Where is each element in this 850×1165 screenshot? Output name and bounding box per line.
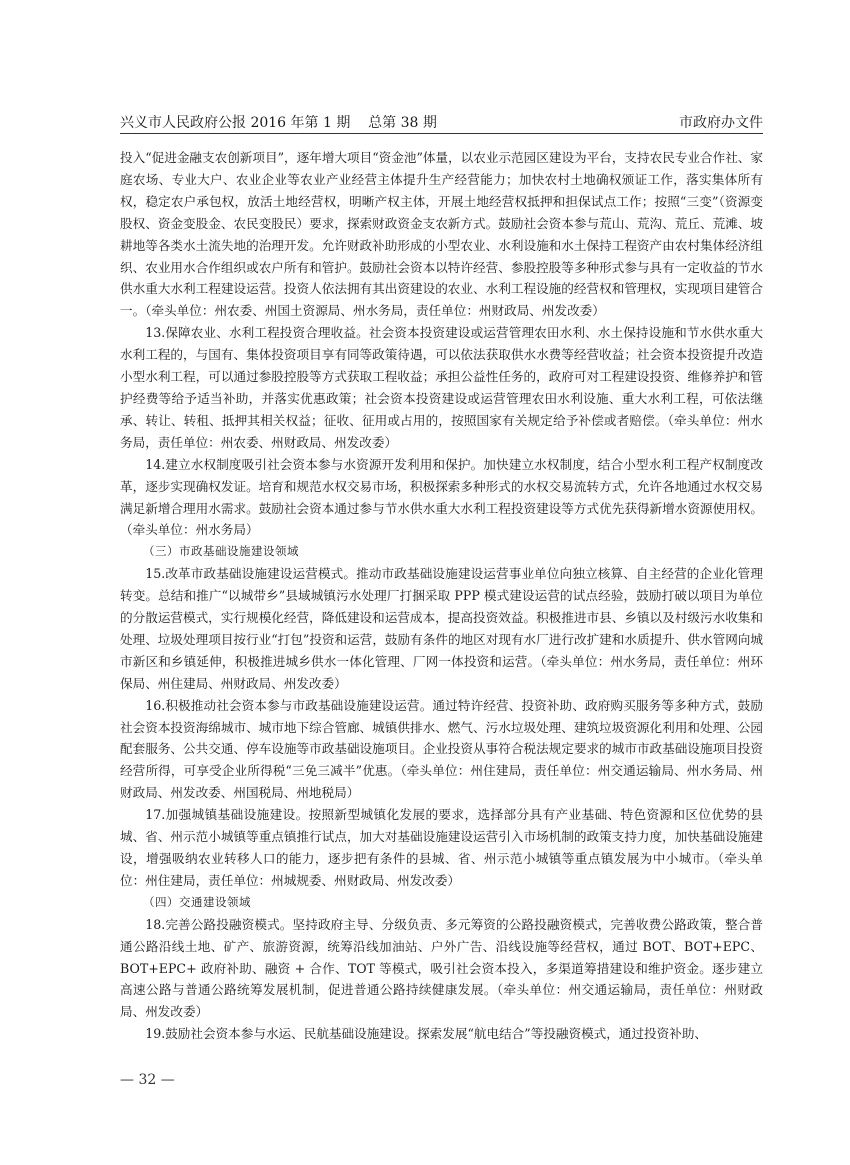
paragraph-item-17: 17.加强城镇基础设施建设。按照新型城镇化发展的要求，选择部分具有产业基础、特色资源和区位优势的县城、省、州示范小城镇等重点镇推行试点，加大对基础设施建设运营引入市场机制的政策支持力度，加快基础设施建设，增强吸纳农业转移人口的能力，逐步把有条件的县城、省、州示范小城镇等重点镇发展为中小城市。（牵头单位：州住建局，责任单位：州城规委、州财政局、州发改委）	[120, 807, 763, 888]
paragraph-item-16: 16.积极推动社会资本参与市政基础设施建设运营。通过特许经营、投资补助、政府购买服务等多种方式，鼓励社会资本投资海绵城市、城市地下综合管廊、城镇供排水、燃气、污水垃圾处理、建筑垃圾资源化利用和处理、公园配套服务、公共交通、停车设施等市政基础设施项目。企业投资从事符合税法规定要求的城市市政基础设施项目投资经营所得，可享受企业所得税“三免三减半”优惠。（牵头单位：州住建局，责任单位：州交通运输局、州水务局、州财政局、州发改委、州国税局、州地税局）	[120, 697, 763, 801]
paragraph-continuation: 投入“促进金融支农创新项目”，逐年增大项目“资金池”体量，以农业示范园区建设为平台，支持农民专业合作社、家庭农场、专业大户、农业企业等农业产业经营主体提升生产经营能力；加快农村土地确权颁证工作，落实集体所有权，稳定农户承包权，放活土地经营权，明晰产权主体，开展土地经营权抵押和担保试点工作；按照“三变”（资源变股权、资金变股金、农民变股民）要求，探索财政资金支农新方式。鼓励社会资本参与荒山、荒沟、荒丘、荒滩、坡耕地等各类水土流失地的治理开发。允许财政补助形成的小型农业、水利设施和水土保持工程资产由农村集体经济组织、农业用水合作组织或农户所有和管护。鼓励社会资本以特许经营、参股控股等多种形式参与具有一定收益的节水供水重大水利工程建设运营。投资人依法拥有其出资建设的农业、水利工程设施的经营权和管理权，实现项目建管合一。（牵头单位：州农委、州国土资源局、州水务局，责任单位：州财政局、州发改委）	[120, 150, 763, 319]
paragraph-item-13: 13.保障农业、水利工程投资合理收益。社会资本投资建设或运营管理农田水利、水土保持设施和节水供水重大水利工程的，与国有、集体投资项目享有同等政策待遇，可以依法获取供水水费等经营收益；社会资本投资提升改造小型水利工程，可以通过参股控股等方式获取工程收益；承担公益性任务的，政府可对工程建设投资、维修养护和管护经费等给予适当补助，并落实优惠政策；社会资本投资建设或运营管理农田水利设施、重大水利工程，可依法继承、转让、转租、抵押其相关权益；征收、征用或占用的，按照国家有关规定给予补偿或者赔偿。（牵头单位：州水务局，责任单位：州农委、州财政局、州发改委）	[120, 325, 763, 450]
page-number: — 32 —	[120, 1072, 175, 1088]
header-rule	[120, 133, 763, 134]
header-publication: 兴义市人民政府公报 2016 年第 1 期 总第 38 期	[120, 115, 437, 131]
page-header	[120, 106, 763, 132]
paragraph-item-18: 18.完善公路投融资模式。坚持政府主导、分级负责、多元筹资的公路投融资模式，完善收费公路政策，整合普通公路沿线土地、矿产、旅游资源，统筹沿线加油站、户外广告、沿线设施等经营权，通过 BOT、BOT+EPC、BOT+EPC+ 政府补助、融资 + 合作、TOT 等模式，吸引社会资本投入，多渠道筹措建设和维护资金。逐步建立高速公路与普通公路统筹发展机制，促进普通公路持续健康发展。（牵头单位：州交通运输局，责任单位：州财政局、州发改委）	[120, 916, 763, 1020]
section-heading-transport: （四）交通建设领域	[143, 894, 251, 909]
document-body	[120, 147, 763, 1045]
header-section: 市政府办文件	[679, 115, 763, 131]
paragraph-item-19: 19.鼓励社会资本参与水运、民航基础设施建设。探索发展“航电结合”等投融资模式，通过投资补助、	[145, 1026, 708, 1042]
paragraph-item-14: 14.建立水权制度吸引社会资本参与水资源开发利用和保护。加快建立水权制度，结合小型水利工程产权制度改革，逐步实现确权发证。培育和规范水权交易市场，积极探索多种形式的水权交易流转方式，允许各地通过水权交易满足新增合理用水需求。鼓励社会资本通过参与节水供水重大水利工程投资建设等方式优先获得新增水资源使用权。（牵头单位：州水务局）	[120, 456, 763, 538]
paragraph-item-15: 15.改革市政基础设施建设运营模式。推动市政基础设施建设运营事业单位向独立核算、自主经营的企业化管理转变。总结和推广“以城带乡”县域城镇污水处理厂打捆采取 PPP 模式建设运营的试点经验，鼓励打破以项目为单位的分散运营模式，实行规模化经营，降低建设和运营成本，提高投资效益。积极推进市县、乡镇以及村级污水收集和处理、垃圾处理项目按行业“打包”投资和运营，鼓励有条件的地区对现有水厂进行改扩建和水质提升、供水管网向城市新区和乡镇延伸，积极推进城乡供水一体化管理、厂网一体投资和运营。（牵头单位：州水务局，责任单位：州环保局、州住建局、州财政局、州发改委）	[120, 566, 763, 691]
section-heading-municipal: （三）市政基础设施建设领域	[143, 544, 299, 559]
